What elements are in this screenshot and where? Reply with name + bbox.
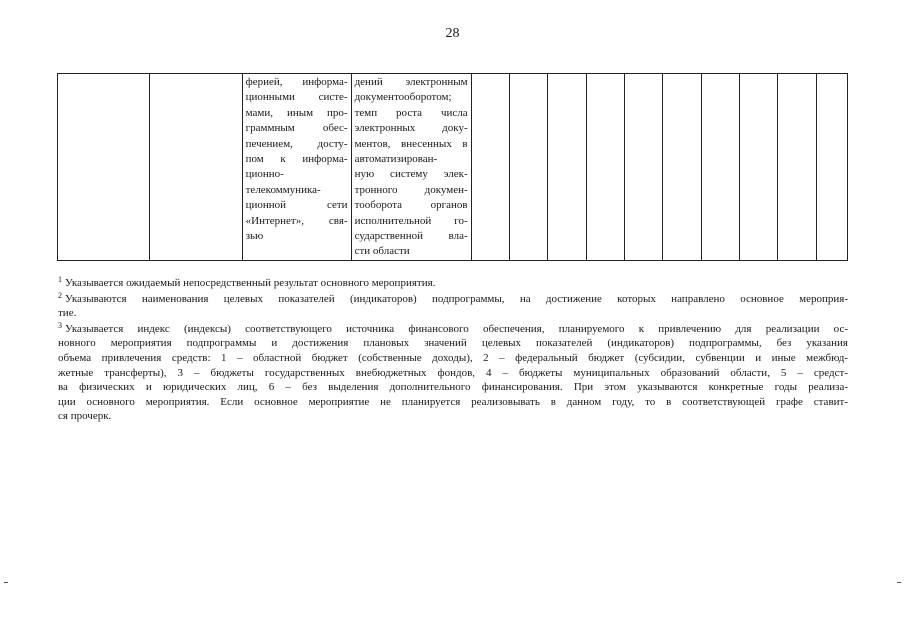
footnote-3 (58, 322, 848, 424)
table-cell-empty (548, 74, 586, 261)
footnote-line (58, 409, 848, 424)
footnote-text: объема привлечения средств: 1 – областной бюджет (собственные доходы), 2 – федеральный бюджет (субсидии, субвенции и иные межбюд- (58, 351, 848, 364)
text-line: тооборота органов (354, 199, 468, 212)
footnote-line (58, 351, 848, 366)
table-cell-empty (739, 74, 777, 261)
text-line: печением, досту- (245, 137, 348, 150)
table-row (58, 74, 848, 261)
footnote-marker: 1 (58, 275, 62, 284)
table-cell-empty (778, 74, 816, 261)
text-line: ную систему элек- (354, 168, 468, 181)
footnote-line (58, 336, 848, 351)
table-cell-empty (586, 74, 624, 261)
text-line: дений электронным (354, 76, 468, 88)
footnote-text: ся прочерк. (58, 410, 112, 423)
text-line: телекоммуника- (245, 183, 321, 196)
footnote-line (58, 276, 848, 291)
text-line: электронных доку- (354, 122, 468, 135)
text-line: ферией, информа- (245, 76, 348, 88)
footnote-2 (58, 292, 848, 321)
table-cell-empty (58, 74, 150, 261)
table-cell-activity-description (242, 74, 351, 261)
footnote-text: жетные трансферты), 3 – бюджеты государственных внебюджетных фондов, 4 – бюджеты муниципальных образований области, 5 – средст- (58, 366, 848, 379)
table-cell-empty (624, 74, 662, 261)
footnote-text: тие. (58, 307, 77, 320)
text-line: автоматизирован- (354, 152, 438, 165)
table-cell-empty (701, 74, 739, 261)
footnote-1 (58, 276, 848, 291)
footnote-marker: 2 (58, 290, 62, 300)
footnotes (58, 276, 848, 425)
footnote-line (58, 322, 848, 337)
footnote-line (58, 292, 848, 307)
page-number: 28 (445, 26, 460, 41)
table-cell-indicators (351, 74, 471, 261)
footnote-text: новного мероприятия подпрограммы и достижения плановых значений целевых показателей (индикаторов) подпрограммы, без указания (58, 337, 848, 350)
footnote-line (58, 306, 848, 321)
scan-edge-mark (4, 582, 8, 583)
text-line: мами, иным про- (245, 106, 348, 119)
cell-text (352, 74, 471, 260)
text-line: сти области (354, 245, 410, 258)
continued-table (57, 73, 848, 261)
text-line: ционно- (245, 168, 284, 181)
table-cell-empty (816, 74, 847, 261)
footnote-text: Указывается индекс (индексы) соответствующего источника финансового обеспечения, планируемого к привлечению для реализации ос- (65, 322, 848, 335)
text-line: ментов, внесенных в (354, 137, 468, 150)
text-line: зью (245, 229, 264, 242)
text-line: документооборотом; (354, 91, 452, 104)
footnote-text: ва физических и юридических лиц, 6 – без выделения дополнительного финансирования. При этом указываются конкретные годы реализа- (58, 381, 848, 394)
text-line: ционной сети (245, 199, 348, 212)
table-cell-empty (663, 74, 701, 261)
text-line: тронного докумен- (354, 183, 468, 196)
text-line: темп роста числа (354, 106, 468, 119)
footnote-line (58, 395, 848, 410)
footnote-marker: 3 (58, 320, 62, 330)
table-cell-empty (471, 74, 509, 261)
text-line: сударственной вла- (354, 229, 468, 242)
text-line: пом к информа- (245, 152, 348, 165)
table-cell-empty (149, 74, 242, 261)
text-line: граммным обес- (245, 122, 348, 135)
text-line: исполнительной го- (354, 214, 468, 227)
footnote-text: Указывается ожидаемый непосредственный результат основного мероприятия. (65, 277, 436, 289)
footnote-text: ции основного мероприятия. Если основное мероприятие не планируется реализовывать в данном году, то в соответствующей графе ставит- (58, 395, 848, 408)
text-line: ционными систе- (245, 91, 348, 104)
footnote-line (58, 380, 848, 395)
cell-text (243, 74, 351, 244)
text-line: «Интернет», свя- (245, 214, 348, 227)
table-cell-empty (509, 74, 547, 261)
scan-edge-mark (897, 582, 901, 583)
footnote-line (58, 366, 848, 381)
footnote-text: Указываются наименования целевых показателей (индикаторов) подпрограммы, на достижение которых направлено основное мероприя- (65, 292, 848, 305)
